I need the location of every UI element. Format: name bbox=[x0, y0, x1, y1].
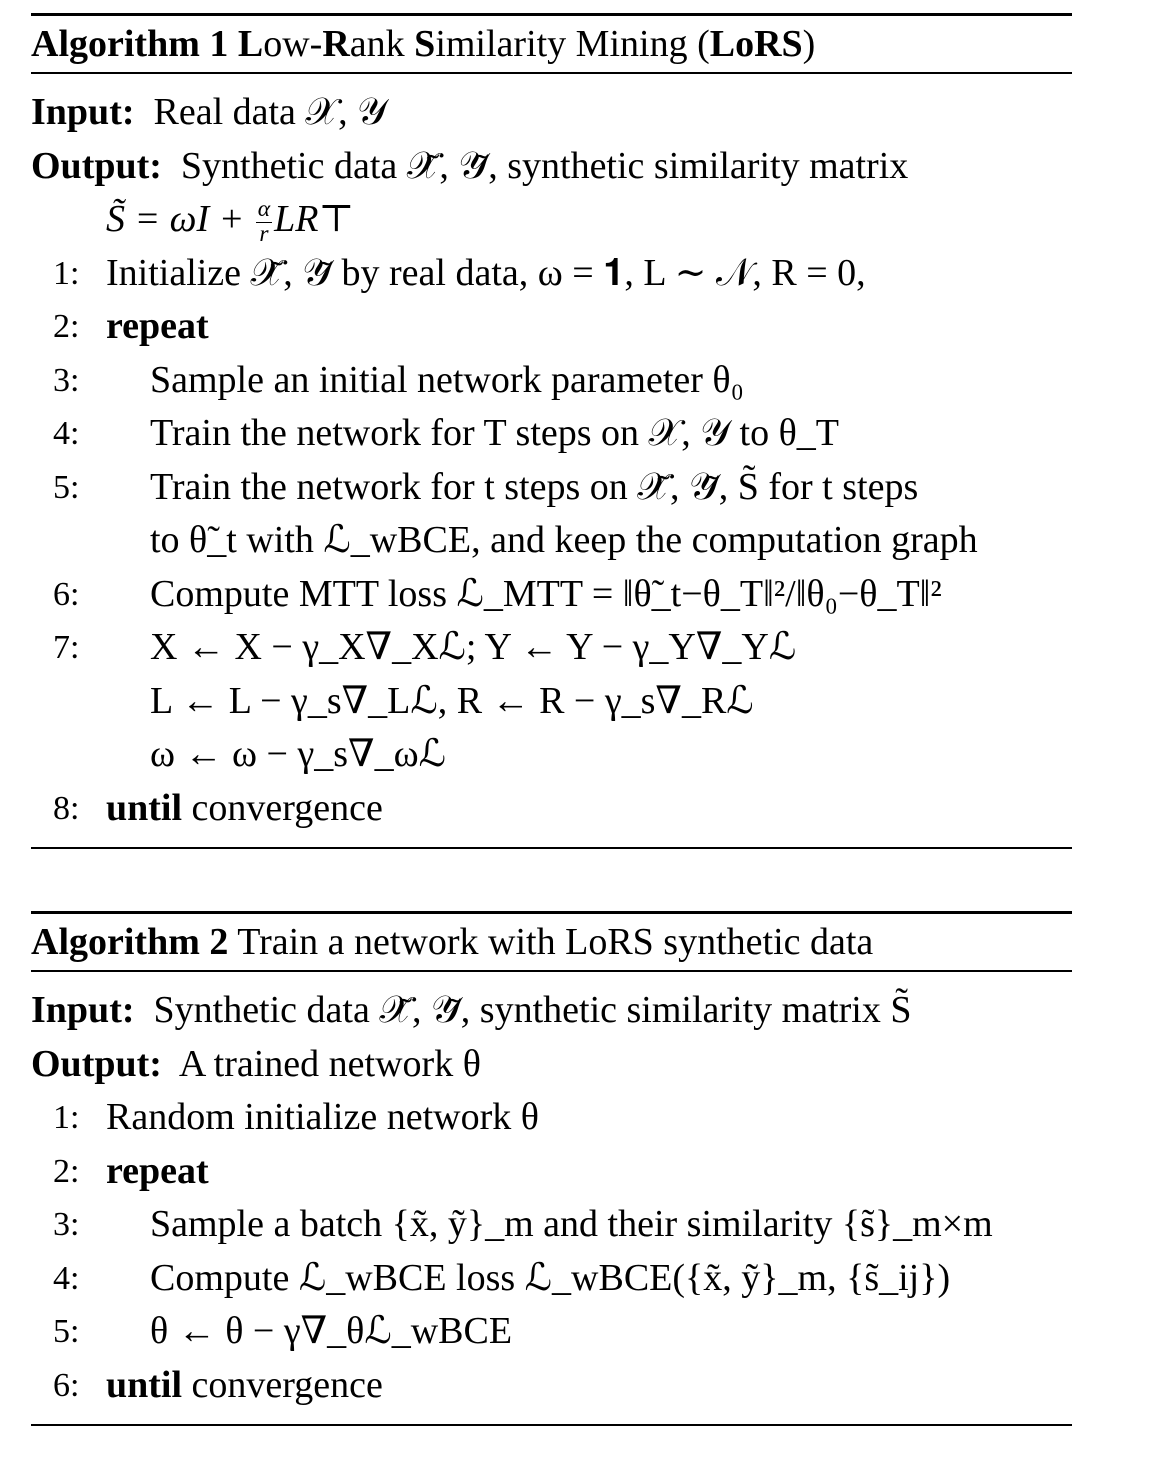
step-line bbox=[31, 247, 1072, 301]
algorithm-1 bbox=[31, 13, 1072, 849]
step-text: ω ← ω − γ_s∇_ωℒ bbox=[150, 733, 446, 775]
step-text: Sample an initial network parameter θ₀ bbox=[150, 358, 744, 401]
line-number: 7: bbox=[53, 629, 80, 666]
output-text: A trained network θ bbox=[178, 1042, 481, 1085]
step-line bbox=[31, 568, 1072, 622]
step-line bbox=[31, 354, 1072, 408]
line-number: 8: bbox=[53, 789, 80, 827]
line-number: 4: bbox=[53, 1259, 80, 1297]
line-number: 3: bbox=[53, 361, 80, 399]
step-line bbox=[31, 782, 1072, 836]
algorithm-2-body bbox=[31, 972, 1072, 1424]
line-number: 6: bbox=[53, 1366, 80, 1404]
bottom-rule bbox=[31, 847, 1072, 849]
step-line bbox=[31, 407, 1072, 461]
algorithm-1-caption bbox=[31, 16, 1072, 72]
output-label: Output: bbox=[31, 144, 162, 187]
output-label: Output: bbox=[31, 1042, 162, 1085]
fraction-denominator: r bbox=[259, 220, 269, 247]
input-line bbox=[31, 86, 1072, 140]
line-number: 5: bbox=[53, 468, 80, 506]
step-line bbox=[31, 461, 1072, 515]
step-text: Train the network for T steps on 𝒳, 𝒴 to θ_T bbox=[150, 412, 839, 454]
until-keyword: until bbox=[106, 786, 183, 829]
line-number: 1: bbox=[53, 1099, 80, 1136]
repeat-keyword: repeat bbox=[106, 1149, 209, 1192]
output-formula-rhs: LR⊤ bbox=[274, 198, 355, 240]
step-text: X ← X − γ_X∇_Xℒ; Y ← Y − γ_Y∇_Yℒ bbox=[150, 626, 797, 668]
line-number: 3: bbox=[53, 1206, 80, 1243]
algorithm-1-body bbox=[31, 74, 1072, 847]
caption-title: Train a network with LoRS synthetic data bbox=[237, 921, 874, 963]
step-line bbox=[31, 300, 1072, 354]
algorithm-2 bbox=[31, 911, 1072, 1426]
until-keyword: until bbox=[106, 1363, 183, 1406]
output-line bbox=[31, 140, 1072, 194]
step-text: Initialize 𝒳̃, 𝒴̃ by real data, ω = 𝟏, L ∼ 𝒩, R = 0, bbox=[106, 251, 866, 294]
step-line bbox=[31, 1305, 1072, 1359]
step-text: Random initialize network θ bbox=[106, 1096, 539, 1138]
step-text: Compute ℒ_wBCE loss ℒ_wBCE({x̃, ỹ}_m, {s̃_ij}) bbox=[150, 1256, 951, 1299]
until-text: convergence bbox=[182, 1363, 383, 1406]
until-statement bbox=[106, 1359, 383, 1413]
until-statement bbox=[106, 782, 383, 836]
step-line bbox=[31, 1198, 1072, 1252]
line-number: 4: bbox=[53, 415, 80, 452]
output-formula-lhs: S̃ = ωI + bbox=[106, 198, 254, 240]
step-line bbox=[31, 675, 1072, 729]
output-continuation bbox=[31, 193, 1072, 247]
step-text: Train the network for t steps on 𝒳̃, 𝒴̃, S̃ for t steps bbox=[150, 465, 919, 508]
repeat-keyword: repeat bbox=[106, 305, 209, 347]
input-label: Input: bbox=[31, 989, 135, 1031]
caption-title: Low-Rank Similarity Mining (LoRS) bbox=[237, 23, 816, 65]
line-number: 1: bbox=[53, 254, 80, 292]
step-text: Compute MTT loss ℒ_MTT = ‖θ̃_t−θ_T‖²/‖θ₀−θ_T‖² bbox=[150, 572, 942, 615]
step-text: to θ̃_t with ℒ_wBCE, and keep the computation graph bbox=[150, 519, 978, 561]
algorithm-2-caption bbox=[31, 914, 1072, 970]
input-label: Input: bbox=[31, 91, 135, 133]
output-text: Synthetic data 𝒳̃, 𝒴̃, synthetic similarity matrix bbox=[180, 144, 909, 187]
output-line bbox=[31, 1038, 1072, 1092]
step-text: Sample a batch {x̃, ỹ}_m and their similarity {s̃}_m×m bbox=[150, 1203, 993, 1245]
step-line bbox=[31, 1252, 1072, 1306]
step-line bbox=[31, 1091, 1072, 1145]
line-number: 2: bbox=[53, 1152, 80, 1190]
input-line bbox=[31, 984, 1072, 1038]
step-line bbox=[31, 1359, 1072, 1413]
input-text: Real data 𝒳, 𝒴 bbox=[153, 91, 387, 133]
line-number: 6: bbox=[53, 575, 80, 613]
step-line bbox=[31, 1145, 1072, 1199]
input-text: Synthetic data 𝒳̃, 𝒴̃, synthetic similarity matrix S̃ bbox=[153, 989, 912, 1031]
step-text: L ← L − γ_s∇_Lℒ, R ← R − γ_s∇_Rℒ bbox=[150, 679, 754, 722]
line-number: 2: bbox=[53, 308, 80, 345]
step-line bbox=[31, 514, 1072, 568]
step-text: θ ← θ − γ∇_θℒ_wBCE bbox=[150, 1310, 513, 1352]
step-line bbox=[31, 728, 1072, 782]
caption-label: Algorithm 2 bbox=[31, 921, 229, 963]
fraction-numerator: α bbox=[257, 196, 271, 223]
step-line bbox=[31, 621, 1072, 675]
until-text: convergence bbox=[182, 786, 383, 829]
caption-label: Algorithm 1 bbox=[31, 23, 229, 65]
bottom-rule bbox=[31, 1424, 1072, 1426]
line-number: 5: bbox=[53, 1313, 80, 1350]
fraction bbox=[256, 198, 272, 246]
